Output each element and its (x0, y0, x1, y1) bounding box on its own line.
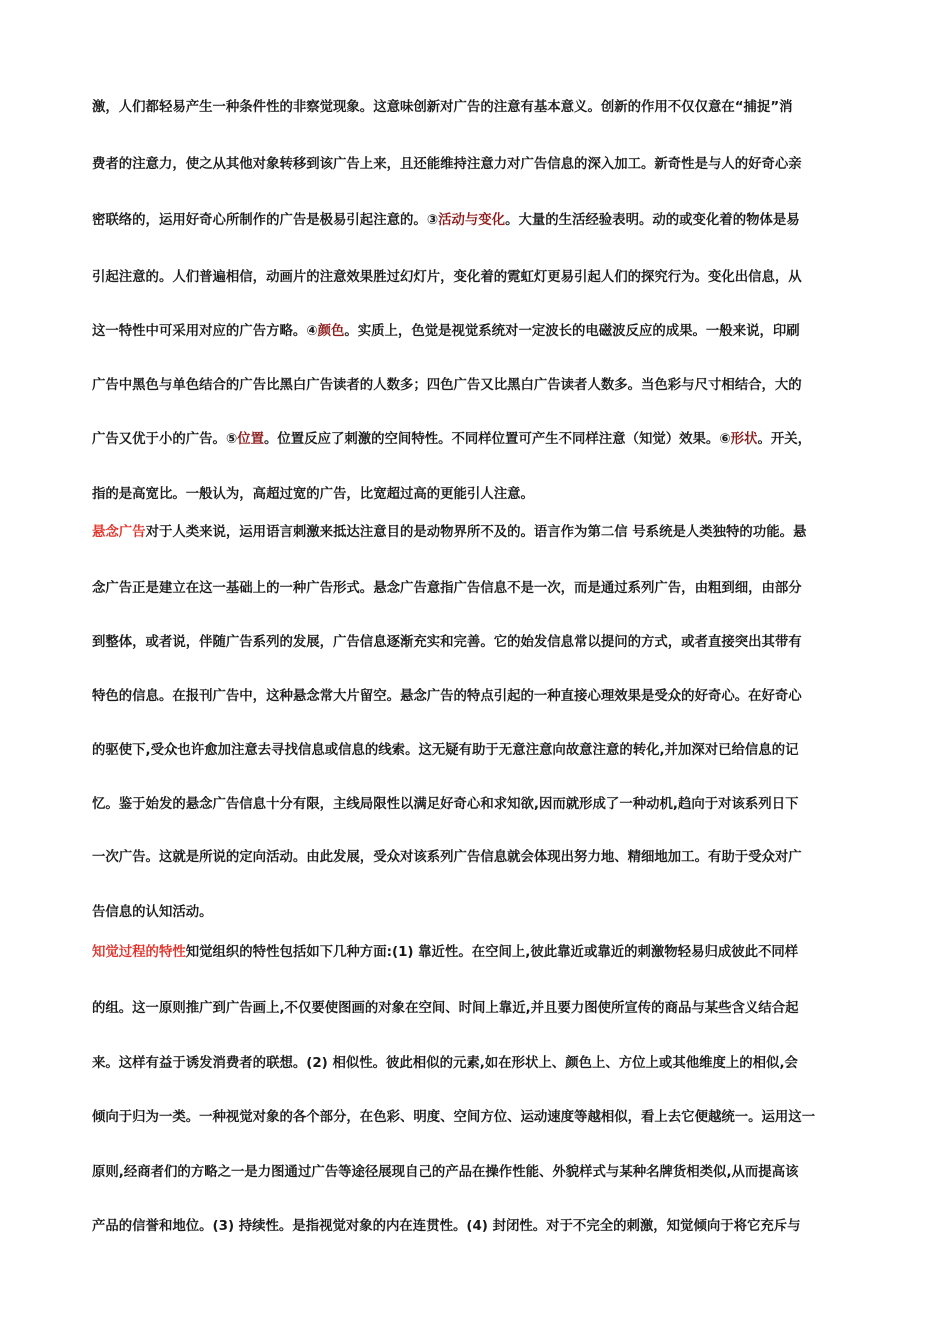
text-line (92, 483, 534, 502)
text-run: 产品的信誉和地位。(3) 持续性。是指视觉对象的内在连贯性。(4) 封闭性。对于不完全的刺激，知觉倾向于将它充斥与 (92, 1219, 801, 1234)
text-line (92, 577, 802, 596)
text-line (92, 901, 213, 920)
keyword-shape: 形状 (730, 432, 758, 447)
text-line (92, 374, 802, 393)
text-run: 引起注意的。人们普遍相信，动画片的注意效果胜过幻灯片，变化着的霓虹灯更易引起人们的探究行为。变化出信息，从 (92, 270, 802, 285)
text-line (92, 685, 802, 704)
keyword-color: 颜色 (317, 324, 345, 339)
text-run: 。大量的生活经验表明。动的或变化着的物体是易 (505, 213, 800, 228)
text-line (92, 320, 800, 339)
text-line (92, 153, 802, 172)
text-line (92, 428, 811, 447)
text-line (92, 846, 802, 865)
text-run: 念广告正是建立在这一基础上的一种广告形式。悬念广告意指广告信息不是一次，而是通过系列广告，由粗到细，由部分 (92, 581, 802, 596)
text-run: 对于人类来说，运用语言刺激来抵达注意目的是动物界所不及的。语言作为第二信 号系统是人类独特的功能。悬 (145, 525, 807, 540)
text-line (92, 209, 800, 228)
section-heading-suspense-ads: 悬念广告 (92, 525, 146, 540)
text-line (92, 997, 798, 1016)
text-line (92, 739, 798, 758)
text-line (92, 521, 806, 540)
section-heading-perception-traits: 知觉过程的特性 (92, 945, 186, 960)
text-line (92, 1106, 815, 1125)
text-run: 。实质上，色觉是视觉系统对一定波长的电磁波反应的成果。一般来说，印刷 (344, 324, 800, 339)
keyword-position: 位置 (237, 432, 265, 447)
text-run: 密联络的，运用好奇心所制作的广告是极易引起注意的。③ (92, 213, 439, 228)
keyword-activity-change: 活动与变化 (438, 213, 506, 228)
text-run: 指的是高宽比。一般认为，高超过宽的广告，比宽超过高的更能引人注意。 (92, 487, 534, 502)
text-line (92, 1052, 798, 1071)
text-run: 。位置反应了刺激的空间特性。不同样位置可产生不同样注意（知觉）效果。⑥ (264, 432, 731, 447)
text-run: 的驱使下,受众也许愈加注意去寻找信息或信息的线索。这无疑有助于无意注意向故意注意的转化,并加深对已给信息的记 (92, 743, 799, 758)
text-run: 特色的信息。在报刊广告中，这种悬念常大片留空。悬念广告的特点引起的一种直接心理效果是受众的好奇心。在好奇心 (92, 689, 802, 704)
text-run: 。开关， (757, 432, 811, 447)
text-line (92, 96, 793, 115)
text-line (92, 1215, 801, 1234)
text-run: 倾向于归为一类。一种视觉对象的各个部分，在色彩、明度、空间方位、运动速度等越相似，看上去它便越统一。运用这一 (92, 1110, 816, 1125)
text-run: 费者的注意力，使之从其他对象转移到该广告上来，且还能维持注意力对广告信息的深入加工。新奇性是与人的好奇心亲 (92, 157, 802, 172)
text-run: 告信息的认知活动。 (92, 905, 213, 920)
text-line (92, 941, 798, 960)
text-run: 忆。鉴于始发的悬念广告信息十分有限，主线局限性以满足好奇心和求知欲,因而就形成了一种动机,趋向于对该系列日下 (92, 797, 799, 812)
text-run: 广告又优于小的广告。⑤ (92, 432, 238, 447)
text-line (92, 266, 802, 285)
text-run: 这一特性中可采用对应的广告方略。④ (92, 324, 318, 339)
text-line (92, 1161, 798, 1180)
text-run: 来。这样有益于诱发消费者的联想。(2) 相似性。彼此相似的元素,如在形状上、颜色上、方位上或其他维度上的相似,会 (92, 1056, 798, 1071)
text-line (92, 631, 802, 650)
text-line (92, 793, 798, 812)
text-run: 一次广告。这就是所说的定向活动。由此发展，受众对该系列广告信息就会体现出努力地、精细地加工。有助于受众对广 (92, 850, 802, 865)
text-run: 知觉组织的特性包括如下几种方面:(1) 靠近性。在空间上,彼此靠近或靠近的刺激物轻易归成彼此不同样 (185, 945, 799, 960)
text-run: 的组。这一原则推广到广告画上,不仅要使图画的对象在空间、时间上靠近,并且要力图使所宣传的商品与某些含义结合起 (92, 1001, 799, 1016)
text-run: 原则,经商者们的方略之一是力图通过广告等途径展现自己的产品在操作性能、外貌样式与某种名牌货相类似,从而提高该 (92, 1165, 799, 1180)
text-run: 激，人们都轻易产生一种条件性的非察觉现象。这意味创新对广告的注意有基本意义。创新的作用不仅仅意在“捕捉”消 (92, 100, 793, 115)
text-run: 到整体，或者说，伴随广告系列的发展，广告信息逐渐充实和完善。它的始发信息常以提问的方式，或者直接突出其带有 (92, 635, 802, 650)
text-run: 广告中黑色与单色结合的广告比黑白广告读者的人数多；四色广告又比黑白广告读者人数多。当色彩与尺寸相结合，大的 (92, 378, 802, 393)
